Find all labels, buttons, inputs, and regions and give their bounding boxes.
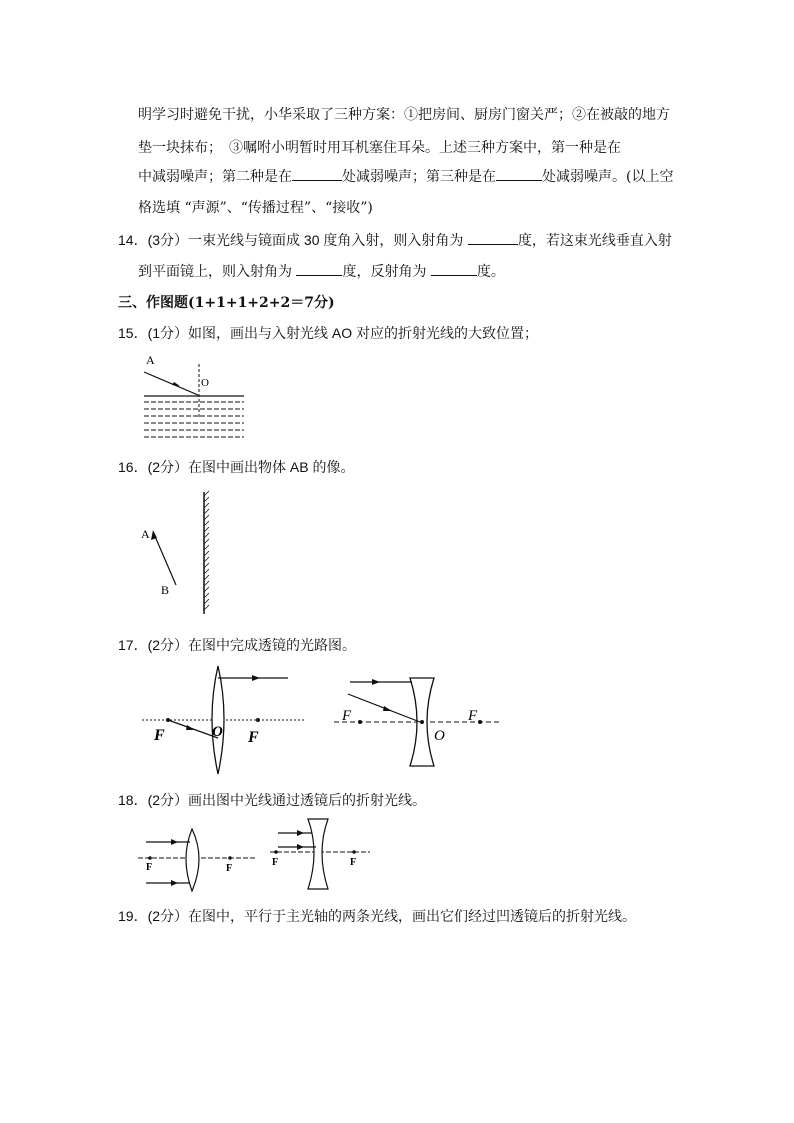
question-18-text: 18．(2分）画出图中光线通过透镜后的折射光线。 [118,792,427,808]
label-o: O [201,377,209,389]
label-f-right: F [468,708,478,724]
figure-18-concave [266,815,376,895]
question-14-line-1 [118,230,672,250]
answer-blank[interactable] [296,263,342,276]
question-17-text: 17．(2分）在图中完成透镜的光路图。 [118,637,357,653]
label-o-left: O [212,724,223,740]
intro-line-3b: 处减弱噪声；第三种是在 [342,169,496,185]
intro-line-2: 垫一块抹布； ③嘱咐小明暂时用耳机塞住耳朵。上述三种方案中，第一种是在 [138,140,621,156]
label-b: B [161,583,170,597]
question-14-text-c: 到平面镜上，则入射角为 [138,264,292,280]
question-15-text: 15．(1分）如图，画出与入射光线 AO 对应的折射光线的大致位置； [118,325,539,341]
question-16-text: 16．(2分）在图中画出物体 AB 的像。 [118,459,355,475]
question-14-text-b: 度，若这束光线垂直入射 [517,233,672,249]
question-14-text-d: 度，反射角为 [342,264,427,280]
label-f-left: F [342,708,352,724]
intro-line-4: 格选填 “声源”、“传播过程”、“接收”) [138,200,373,216]
answer-blank[interactable] [468,232,518,245]
label-f: F [146,862,153,873]
label-o-right: O [434,728,445,744]
label-f-left: F [154,727,165,744]
question-14-text-a: 14．(3分）一束光线与镜面成 30 度角入射，则入射角为 [118,232,464,248]
intro-line-3c: 处减弱噪声。(以上空 [542,169,674,185]
label-a: A [146,353,155,367]
intro-line-3 [138,166,673,186]
answer-blank[interactable] [292,168,342,181]
question-14-text-e: 度。 [476,264,505,280]
label-f-right: F [248,729,259,746]
question-14-line-2 [138,261,505,281]
answer-blank[interactable] [496,168,542,181]
figure-18-convex [136,825,266,895]
label-f: F [350,857,357,868]
question-19-text: 19．(2分）在图中，平行于主光轴的两条光线，画出它们经过凹透镜后的折射光线。 [118,908,637,924]
figure-15 [140,350,250,445]
label-a: A [141,527,150,541]
figure-16 [138,490,218,620]
intro-line-1: 明学习时避免干扰，小华采取了三种方案：①把房间、厨房门窗关严；②在被敲的地方 [138,107,670,123]
label-f: F [226,863,233,874]
section-title: 三、作图题(1+1+1+2+2＝7分) [118,295,335,311]
answer-blank[interactable] [431,263,477,276]
label-f: F [272,857,279,868]
figure-17-convex [140,660,310,780]
intro-line-3a: 中减弱噪声；第二种是在 [138,169,292,185]
figure-17-concave [330,670,510,770]
